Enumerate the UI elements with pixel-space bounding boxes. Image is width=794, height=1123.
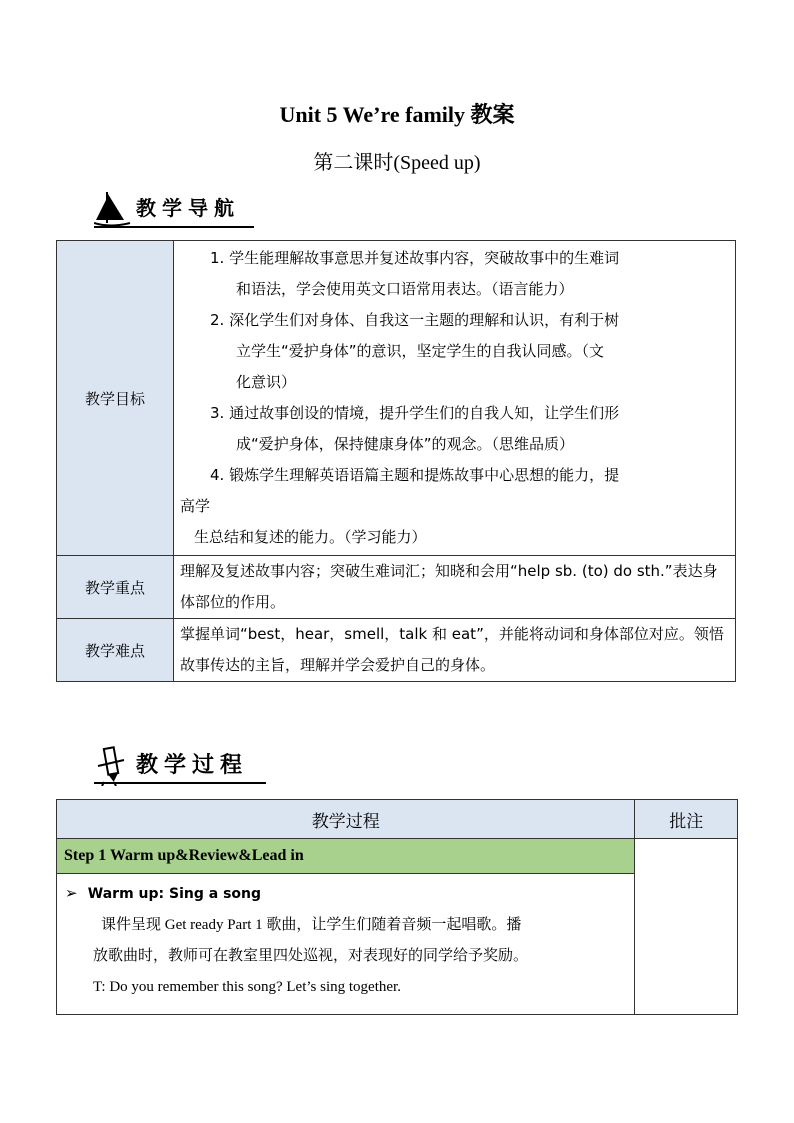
table-row [57, 800, 738, 839]
goal-line: 化意识） [236, 373, 297, 391]
sub-heading [65, 878, 626, 910]
document-title: Unit 5 We’re family 教案 [279, 102, 515, 127]
goal-line: 和语法，学会使用英文口语常用表达。（语言能力） [236, 280, 574, 298]
goals-content [174, 241, 736, 556]
teaching-guide-banner [94, 190, 264, 230]
table-row [57, 839, 738, 874]
goal-line: 3. 通过故事创设的情境，提升学生们的自我人知，让学生们形 [210, 404, 620, 422]
teaching-process-banner [94, 746, 274, 786]
teaching-goals-table [56, 240, 736, 682]
paragraph-line: T: Do you remember this song? Let’s sing together. [93, 979, 401, 995]
banner-underline [94, 226, 254, 228]
key-points-content: 理解及复述故事内容；突破生难词汇；知晓和会用“help sb. (to) do sth.”表达身体部位的作用。 [174, 556, 736, 619]
paragraph-line: 课件呈现 Get ready Part 1 歌曲，让学生们随着音频一起唱歌。播 [101, 917, 522, 933]
teaching-process-heading: 教学过程 [136, 753, 249, 778]
goal-line: 生总结和复述的能力。（学习能力） [194, 528, 427, 546]
notes-cell [635, 839, 738, 1015]
goal-line: 4. 锻炼学生理解英语语篇主题和提炼故事中心思想的能力，提 [210, 466, 620, 484]
goal-line: 2. 深化学生们对身体、自我这一主题的理解和认识，有利于树 [210, 311, 620, 329]
table-row [57, 241, 736, 556]
step-title: Step 1 Warm up&Review&Lead in [57, 839, 635, 874]
arrow-bullet-icon: ➢ [65, 884, 78, 902]
step-body [57, 874, 635, 1015]
table-row [57, 619, 736, 682]
goals-label: 教学目标 [57, 241, 174, 556]
sub-heading-text: Warm up: Sing a song [87, 886, 262, 902]
notes-header: 批注 [635, 800, 738, 839]
goal-line: 成“爱护身体，保持健康身体”的观念。（思维品质） [236, 435, 575, 453]
pencil-figure-icon [94, 746, 134, 786]
paragraph-line: 放歌曲时，教师可在教室里四处巡视，对表现好的同学给予奖励。 [93, 948, 529, 964]
goal-line: 1. 学生能理解故事意思并复述故事内容，突破故事中的生难词 [210, 249, 620, 267]
teaching-process-table [56, 799, 738, 1015]
key-points-label: 教学重点 [57, 556, 174, 619]
difficulties-content: 掌握单词“best，hear，smell，talk 和 eat”，并能将动词和身体部位对应。领悟故事传达的主旨，理解并学会爱护自己的身体。 [174, 619, 736, 682]
difficulties-label: 教学难点 [57, 619, 174, 682]
banner-underline [94, 782, 266, 784]
goal-line: 立学生“爱护身体”的意识，坚定学生的自我认同感。（文 [236, 342, 605, 360]
table-row [57, 556, 736, 619]
document-subtitle: 第二课时(Speed up) [313, 152, 481, 174]
goal-line: 高学 [180, 497, 211, 515]
teaching-guide-heading: 教学导航 [136, 196, 240, 220]
sailboat-icon [94, 190, 134, 228]
process-header: 教学过程 [57, 800, 635, 839]
